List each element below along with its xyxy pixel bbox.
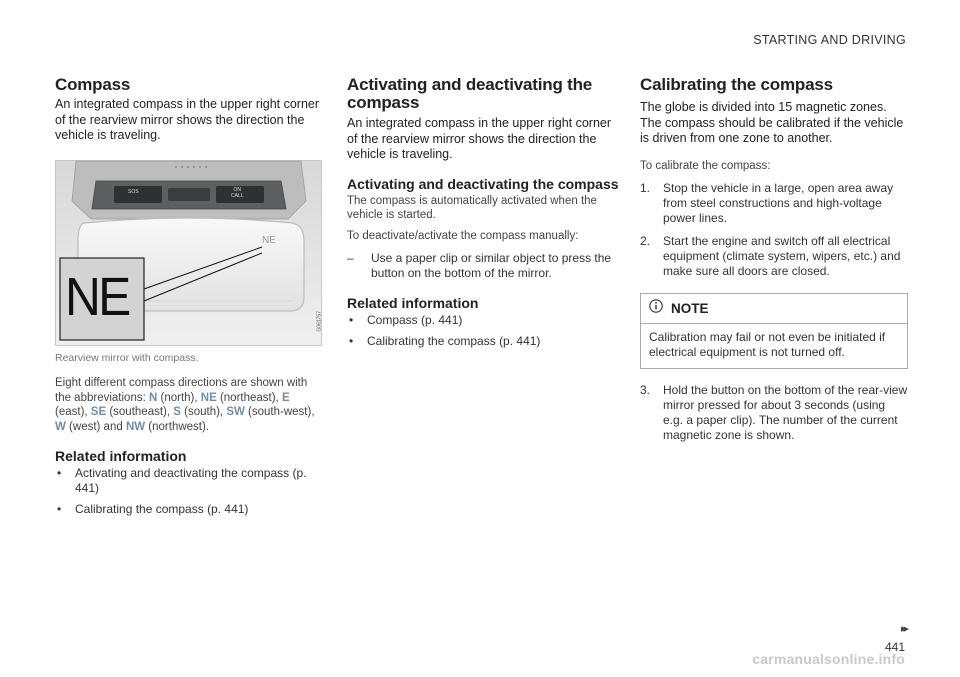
oncall-button-label: [231, 187, 244, 199]
dir-n-desc: (north),: [157, 391, 201, 404]
dir-w: W: [55, 420, 66, 433]
info-icon: [649, 299, 663, 318]
to-calibrate-text: To calibrate the compass:: [640, 159, 771, 172]
dir-nw-desc: (northwest).: [145, 420, 210, 433]
calibrating-title: Calibrating the compass: [640, 75, 833, 94]
oncall-line1: ON: [233, 186, 241, 193]
note-text: Calibration may fail or not even be initiated if electrical equipment is not turned off.: [649, 330, 886, 359]
column-activating: [347, 76, 619, 355]
section-header: STARTING AND DRIVING: [753, 33, 906, 47]
related-title-2: Related information: [347, 295, 479, 311]
dir-se-desc: (southeast),: [106, 406, 174, 418]
callout-compass-readout: NE: [65, 266, 129, 327]
note-box: [640, 293, 908, 369]
column-calibrating: [640, 76, 908, 451]
calibration-step: [640, 181, 908, 226]
directions-text: [55, 376, 322, 434]
dir-sw: SW: [226, 406, 245, 418]
column-compass: [55, 76, 322, 523]
note-header: [641, 294, 907, 324]
mirror-compass-readout: NE: [262, 234, 276, 246]
manual-activation-text: To deactivate/activate the compass manually:: [347, 229, 579, 242]
activating-subtitle: Activating and deactivating the compass: [347, 175, 619, 192]
watermark: carmanualsonline.info: [752, 651, 905, 667]
directions-intro: Eight different compass directions are shown with the abbreviations:: [55, 377, 308, 404]
mirror-figure: [55, 160, 322, 346]
step-text: Hold the button on the bottom of the rear-view mirror pressed for about 3 seconds (using e.g. a paper clip). The number of the current magnetic zone is shown.: [663, 383, 908, 442]
calibration-steps: [640, 181, 908, 279]
related-link[interactable]: • Compass (p. 441): [347, 313, 619, 328]
figure-caption: Rearview mirror with compass.: [55, 351, 199, 364]
dir-ne: NE: [200, 391, 217, 404]
step-number: 3.: [640, 383, 651, 397]
step-number: 2.: [640, 234, 651, 248]
dir-nw: NW: [125, 420, 146, 433]
page-number: 441: [884, 640, 905, 654]
related-link[interactable]: • Calibrating the compass (p. 441): [347, 334, 619, 349]
related-list-2: [347, 313, 619, 349]
dir-sw-desc: (south-west),: [244, 406, 315, 418]
auto-activation-text: The compass is automatically activated when the vehicle is started.: [347, 194, 597, 221]
step-text: Start the engine and switch off all electrical equipment (climate system, wipers, etc.) and make sure all doors are closed.: [663, 234, 901, 278]
related-link[interactable]: • Activating and deactivating the compass (p. 441): [55, 466, 322, 496]
activation-step: – Use a paper clip or similar object to press the button on the bottom of the mirror.: [347, 251, 619, 281]
compass-title: Compass: [55, 75, 131, 94]
oncall-line2: CALL: [231, 192, 244, 199]
sos-button-label: SOS: [128, 188, 139, 195]
calibrating-intro: The globe is divided into 15 magnetic zones. The compass should be calibrated if the vehicle is driven from one zone to another.: [640, 100, 904, 145]
dir-ne-desc: (northeast),: [216, 391, 282, 404]
dir-s-desc: (south),: [180, 406, 227, 418]
activating-title: Activating and deactivating the compass: [347, 75, 593, 112]
figure-code: G061757: [317, 310, 323, 332]
dir-se: SE: [90, 406, 107, 418]
related-title-1: Related information: [55, 448, 187, 464]
dir-e-desc: (east),: [55, 406, 91, 418]
calibration-step: [640, 383, 908, 443]
dir-s: S: [173, 406, 181, 418]
compass-intro: An integrated compass in the upper right corner of the rearview mirror shows the direction the vehicle is traveling.: [55, 97, 320, 142]
step-text: Stop the vehicle in a large, open area away from steel constructions and high-voltage power lines.: [663, 181, 894, 225]
activation-steps: [347, 251, 619, 281]
note-label: NOTE: [671, 301, 709, 316]
related-link[interactable]: • Calibrating the compass (p. 441): [55, 502, 322, 517]
next-page-arrows-icon: ▸▸: [900, 623, 906, 635]
calibration-step: [640, 234, 908, 279]
dir-e: E: [281, 391, 290, 404]
dir-w-desc: (west) and: [65, 420, 126, 433]
activating-intro: An integrated compass in the upper right corner of the rearview mirror shows the direction the vehicle is traveling.: [347, 116, 612, 161]
calibration-steps-continued: [640, 383, 908, 443]
dir-n: N: [148, 391, 158, 404]
related-list-1: [55, 466, 322, 517]
step-number: 1.: [640, 181, 651, 195]
